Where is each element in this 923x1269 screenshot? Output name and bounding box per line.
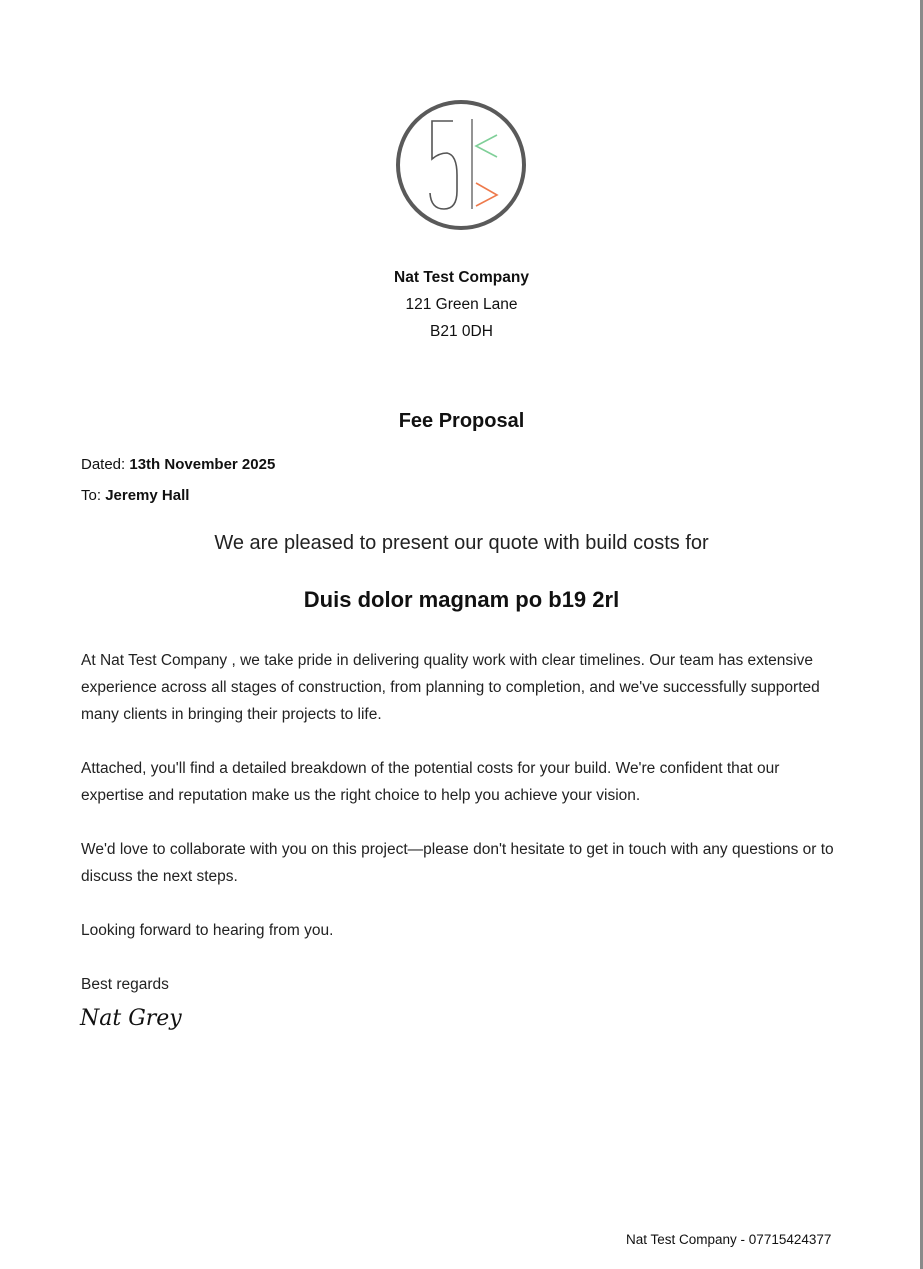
to-label: To: [81,487,102,504]
letter-body [81,647,841,1025]
intro-heading: We are pleased to present our quote with build costs for [214,532,709,554]
paragraph: Looking forward to hearing from you. [81,922,334,939]
company-name: Nat Test Company [394,269,529,286]
company-logo [391,95,531,235]
paragraph: Attached, you'll find a detailed breakdown of the potential costs for your build. We're confident that our expertise and reputation make us the right choice to help you achieve your vision. [81,760,780,804]
recipient-line [81,487,189,504]
postcode: B21 0DH [430,323,493,340]
project-name: Duis dolor magnam po b19 2rl [303,587,620,612]
dated-line [81,456,275,473]
paragraph: We'd love to collaborate with you on this project—please don't hesitate to get in touch with any questions or to discuss the next steps. [81,841,834,885]
closing: Best regards [81,976,169,993]
paragraph: At Nat Test Company , we take pride in delivering quality work with clear timelines. Our team has extensive experience across all stages of construction, from planning to completion, and we've successfully supported many clients in bringing their projects to life. [81,652,820,723]
footer-contact: Nat Test Company - 07715424377 [626,1232,832,1247]
to-value: Jeremy Hall [105,487,190,504]
document-title: Fee Proposal [398,410,525,432]
dated-value: 13th November 2025 [129,456,276,473]
company-address [0,264,923,345]
address-line: 121 Green Lane [405,296,518,313]
signature: Nat Grey [80,1006,182,1031]
dated-label: Dated: [81,456,126,473]
